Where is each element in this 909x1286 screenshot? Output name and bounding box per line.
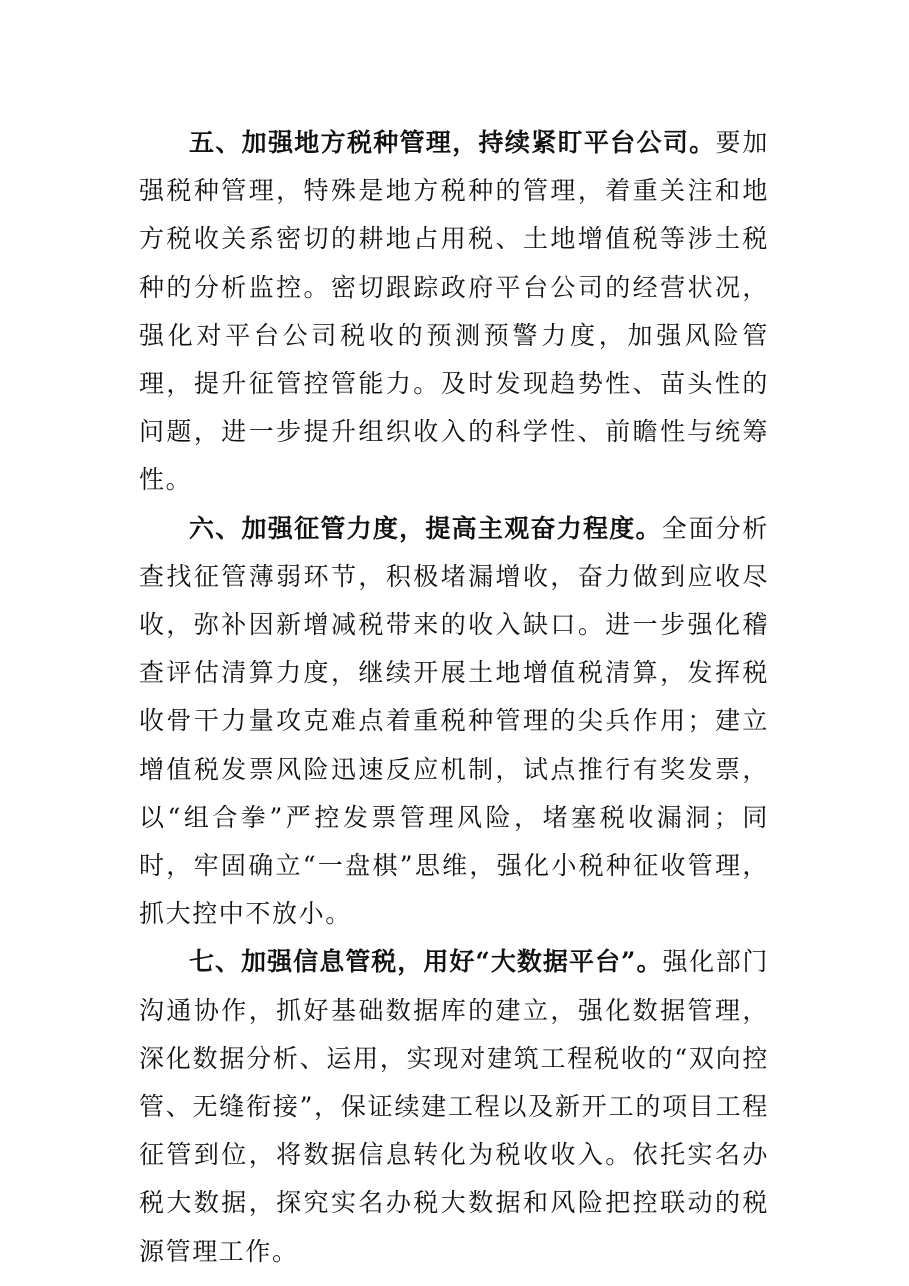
document-body — [139, 119, 769, 1276]
section-body-6: 全面分析查找征管薄弱环节，积极堵漏增收，奋力做到应收尽收，弥补因新增减税带来的收入缺口。进一步强化稽查评估清算力度，继续开展土地增值税清算，发挥税收骨干力量攻克难点着重税种管理的尖兵作用；建立增值税发票风险迅速反应机制，试点推行有奖发票，以“组合拳”严控发票管理风险，堵塞税收漏洞；同时，牢固确立“一盘棋”思维，强化小税种征收管理，抓大控中不放小。 — [139, 513, 769, 929]
paragraph-section-7 — [139, 938, 769, 1275]
paragraph-section-6 — [139, 505, 769, 939]
section-body-5: 要加强税种管理，特殊是地方税种的管理，着重关注和地方税收关系密切的耕地占用税、土地增值税等涉土税种的分析监控。密切跟踪政府平台公司的经营状况，强化对平台公司税收的预测预警力度，加强风险管理，提升征管控管能力。及时发现趋势性、苗头性的问题，进一步提升组织收入的科学性、前瞻性与统筹性。 — [139, 128, 769, 495]
section-heading-6: 六、加强征管力度，提高主观奋力程度。 — [189, 513, 662, 543]
paragraph-section-5 — [139, 119, 769, 505]
section-body-7: 强化部门沟通协作，抓好基础数据库的建立，强化数据管理，深化数据分析、运用，实现对建筑工程税收的“双向控管、无缝衔接”，保证续建工程以及新开工的项目工程征管到位，将数据信息转化为税收收入。依托实名办税大数据，探究实名办税大数据和风险把控联动的税源管理工作。 — [139, 947, 769, 1266]
section-heading-5: 五、加强地方税种管理，持续紧盯平台公司。 — [189, 128, 716, 157]
section-heading-7: 七、加强信息管税，用好“大数据平台”。 — [189, 947, 663, 977]
